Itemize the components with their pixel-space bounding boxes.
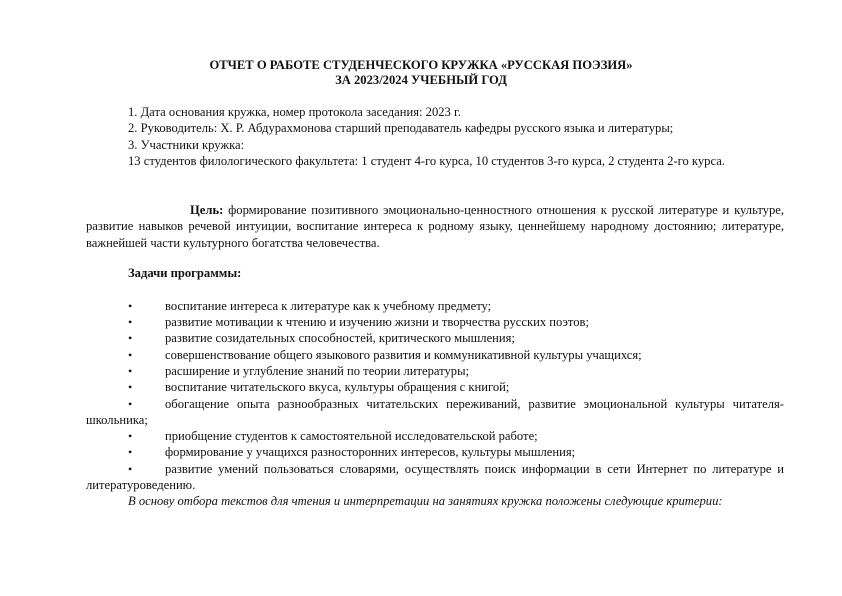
item-participants-label: 3. Участники кружка: [128, 138, 245, 152]
task-item: приобщение студентов к самостоятельной исследовательской работе; [165, 429, 538, 443]
task-item: расширение и углубление знаний по теории литературы; [165, 364, 470, 378]
task-item: развитие созидательных способностей, критического мышления; [165, 331, 515, 345]
bullet-icon: • [128, 462, 133, 476]
participants-text: 13 студентов филологического факультета: 1 студент 4-го курса, 10 студентов 3-го курса, 2 студента 2-го курса. [128, 154, 725, 168]
goal-label: Цель: [190, 203, 224, 217]
tasks-heading: Задачи программы: [128, 266, 242, 280]
bullet-icon: • [128, 445, 133, 459]
bullet-icon: • [128, 315, 133, 329]
bullet-icon: • [128, 397, 133, 411]
bullet-icon: • [128, 364, 133, 378]
task-item: развитие мотивации к чтению и изучению жизни и творчества русских поэтов; [165, 315, 589, 329]
bullet-icon: • [128, 331, 133, 345]
bullet-icon: • [128, 348, 133, 362]
task-item: формирование у учащихся разносторонних интересов, культуры мышления; [165, 445, 576, 459]
task-item: обогащение опыта разнообразных читательских переживаний, развитие эмоциональной культуры читателя-школьника; [86, 397, 784, 428]
report-title-line-2: ЗА 2023/2024 УЧЕБНЫЙ ГОД [335, 73, 507, 87]
bullet-icon: • [128, 380, 133, 394]
bullet-icon: • [128, 299, 133, 313]
goal-paragraph [86, 202, 784, 251]
task-item: совершенствование общего языкового развития и коммуникативной культуры учащихся; [165, 348, 642, 362]
item-founding-date: 1. Дата основания кружка, номер протокола заседания: 2023 г. [128, 105, 461, 119]
report-title-line-1: ОТЧЕТ О РАБОТЕ СТУДЕНЧЕСКОГО КРУЖКА «РУССКАЯ ПОЭЗИЯ» [209, 58, 633, 72]
item-supervisor: 2. Руководитель: Х. Р. Абдурахмонова старший преподаватель кафедры русского языка и литературы; [128, 121, 674, 135]
task-item: воспитание читательского вкуса, культуры обращения с книгой; [165, 380, 510, 394]
criteria-intro-paragraph: В основу отбора текстов для чтения и интерпретации на занятиях кружка положены следующие критерии: [128, 494, 723, 508]
bullet-icon: • [128, 429, 133, 443]
task-item: развитие умений пользоваться словарями, осуществлять поиск информации в сети Интернет по литературе и литературоведению. [86, 462, 784, 493]
goal-text: формирование позитивного эмоционально-ценностного отношения к русской литературе и культуре, развитие навыков речевой интуиции, воспитание интереса к родному языку, ценнейшему народному достоянию; литературе, важнейшей части культурного богатства человечества. [86, 203, 784, 250]
task-item: воспитание интереса к литературе как к учебному предмету; [165, 299, 492, 313]
